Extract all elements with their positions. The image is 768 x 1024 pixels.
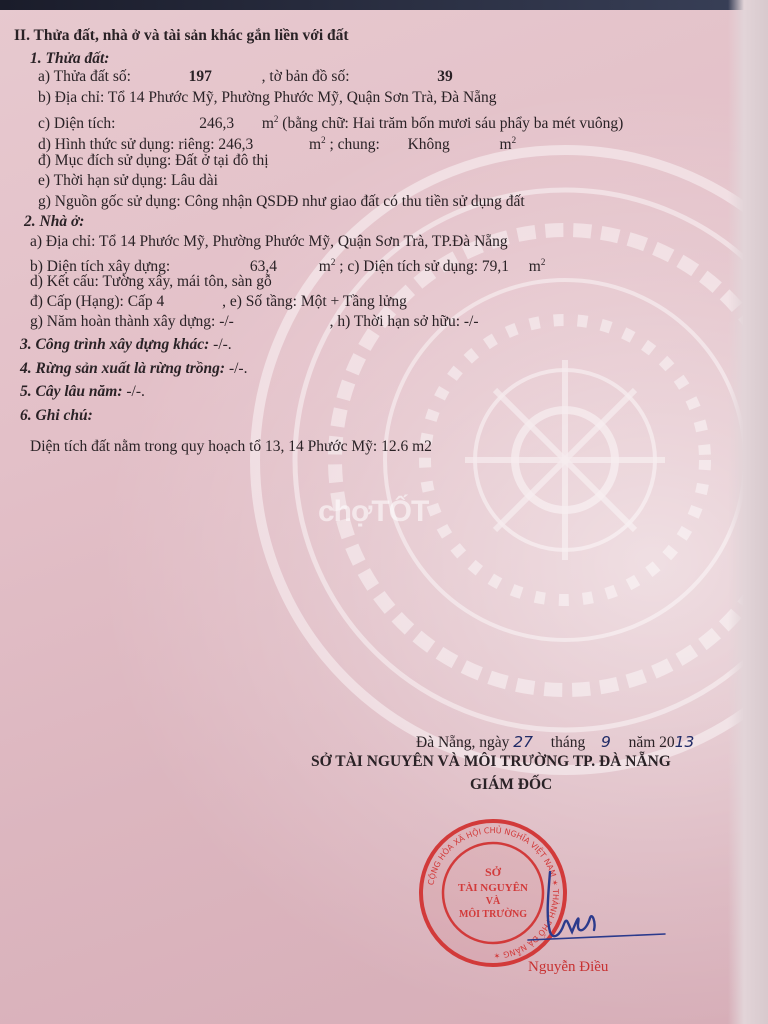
page-top-edge <box>0 0 768 10</box>
house-grade-row <box>30 293 407 311</box>
month-label: tháng <box>550 734 586 751</box>
land-map-number: 39 <box>437 68 453 85</box>
year-label: năm 20 <box>628 734 675 751</box>
land-parcel-number: 197 <box>188 68 212 85</box>
house-build-area-unit: m <box>318 258 331 276</box>
date-month: 9 <box>600 733 611 751</box>
svg-text:MÔI TRƯỜNG: MÔI TRƯỜNG <box>458 909 528 920</box>
house-floors: , e) Số tầng: Một + Tầng lửng <box>222 293 407 310</box>
land-parcel-row <box>38 68 453 86</box>
signature-icon <box>520 862 670 952</box>
date-prefix: Đà Nẵng, ngày <box>416 734 510 751</box>
land-address: b) Địa chỉ: Tổ 14 Phước Mỹ, Phường Phước Mỹ, Quận Sơn Trà, Đà Nẵng <box>38 89 497 106</box>
other-construction-row <box>20 336 232 354</box>
land-area-words: (bằng chữ: Hai trăm bốn mươi sáu phẩy ba mét vuông) <box>282 115 624 133</box>
other-construction-label: 3. Công trình xây dựng khác: <box>20 336 210 353</box>
house-address: a) Địa chỉ: Tổ 14 Phước Mỹ, Phường Phước Mỹ, Quận Sơn Trà, TP.Đà Nẵng <box>30 233 508 250</box>
house-ownership-term: , h) Thời hạn sở hữu: -/- <box>329 313 479 330</box>
planted-forest-row <box>20 360 247 378</box>
planted-forest-value: -/-. <box>228 360 248 377</box>
house-grade: đ) Cấp (Hạng): Cấp 4 <box>30 293 165 310</box>
land-parcel-label: a) Thửa đất số: <box>38 68 131 85</box>
notes-title: 6. Ghi chú: <box>20 407 93 424</box>
land-area-row: c) Diện tích: 246,3 $m^2$ (bằng chữ: Hai trăm bốn mươi sáu phẩy ba mét vuông) <box>38 114 624 133</box>
house-title: 2. Nhà ở: <box>24 213 85 230</box>
signer-position: GIÁM ĐỐC <box>470 776 553 793</box>
date-line <box>416 733 694 752</box>
land-area-unit: m <box>261 115 274 133</box>
perennial-trees-value: -/-. <box>126 383 145 400</box>
other-construction-value: -/-. <box>213 336 232 353</box>
house-completion-row <box>30 313 479 331</box>
date-day: 27 <box>513 733 534 751</box>
svg-text:TÀI NGUYÊN: TÀI NGUYÊN <box>458 882 528 894</box>
section-heading: II. Thửa đất, nhà ở và tài sản khác gắn liền với đất <box>14 27 349 44</box>
land-common-label: ; chung: <box>329 136 380 154</box>
perennial-trees-label: 5. Cây lâu năm: <box>20 383 123 400</box>
land-private-unit: m <box>309 136 322 154</box>
chotot-watermark: chợTỐT <box>318 495 429 528</box>
land-purpose: đ) Mục đích sử dụng: Đất ở tại đô thị <box>38 152 269 169</box>
land-area-value: 246,3 <box>199 115 235 133</box>
land-common-value: Không <box>407 136 450 154</box>
svg-text:VÀ: VÀ <box>485 896 501 907</box>
land-area-label: c) Diện tích: <box>38 115 116 133</box>
svg-text:SỞ: SỞ <box>484 865 502 879</box>
land-duration: e) Thời hạn sử dụng: Lâu dài <box>38 172 218 189</box>
notes-text: Diện tích đất nằm trong quy hoạch tổ 13, 14 Phước Mỹ: 12.6 m2 <box>30 438 432 455</box>
house-build-area-value: 63,4 <box>249 258 277 276</box>
planted-forest-label: 4. Rừng sản xuất là rừng trồng: <box>20 360 226 377</box>
page-right-edge <box>728 0 768 1024</box>
land-common-unit: m <box>499 136 512 154</box>
land-private-area: 246,3 <box>218 136 254 154</box>
land-usage-form-label: d) Hình thức sử dụng: riêng: <box>38 136 215 154</box>
land-map-label: , tờ bản đồ số: <box>261 68 350 85</box>
signer-name: Nguyễn Điều <box>528 959 609 975</box>
house-build-area-label: b) Diện tích xây dựng: <box>30 258 171 276</box>
house-use-area-unit: m <box>528 258 541 276</box>
land-origin: g) Nguồn gốc sử dụng: Công nhận QSDĐ như giao đất có thu tiền sử dụng đất <box>38 193 525 210</box>
svg-text:CỘNG HÒA XÃ HỘI CHỦ NGHĨA VIỆT: CỘNG HÒA XÃ HỘI CHỦ NGHĨA VIỆT NAM ✶ THÀNH PHỐ ĐÀ NẴNG ✶ <box>426 825 561 961</box>
land-title: 1. Thửa đất: <box>30 50 110 67</box>
land-usage-form-row: d) Hình thức sử dụng: riêng: 246,3 $m^2$ ; chung: Không $m^2$ <box>38 135 517 154</box>
house-structure: d) Kết cấu: Tường xây, mái tôn, sàn gỗ <box>30 273 272 290</box>
house-area-row: b) Diện tích xây dựng: 63,4 $m^2$ ; c) Diện tích sử dụng: 79,1 $m^2$ <box>30 257 546 276</box>
issuing-agency: SỞ TÀI NGUYÊN VÀ MÔI TRƯỜNG TP. ĐÀ NẴNG <box>311 753 671 770</box>
house-use-area-label: ; c) Diện tích sử dụng: 79,1 <box>339 258 510 276</box>
house-completion-year: g) Năm hoàn thành xây dựng: -/- <box>30 313 234 330</box>
perennial-trees-row <box>20 383 145 401</box>
date-year: 13 <box>674 733 695 751</box>
